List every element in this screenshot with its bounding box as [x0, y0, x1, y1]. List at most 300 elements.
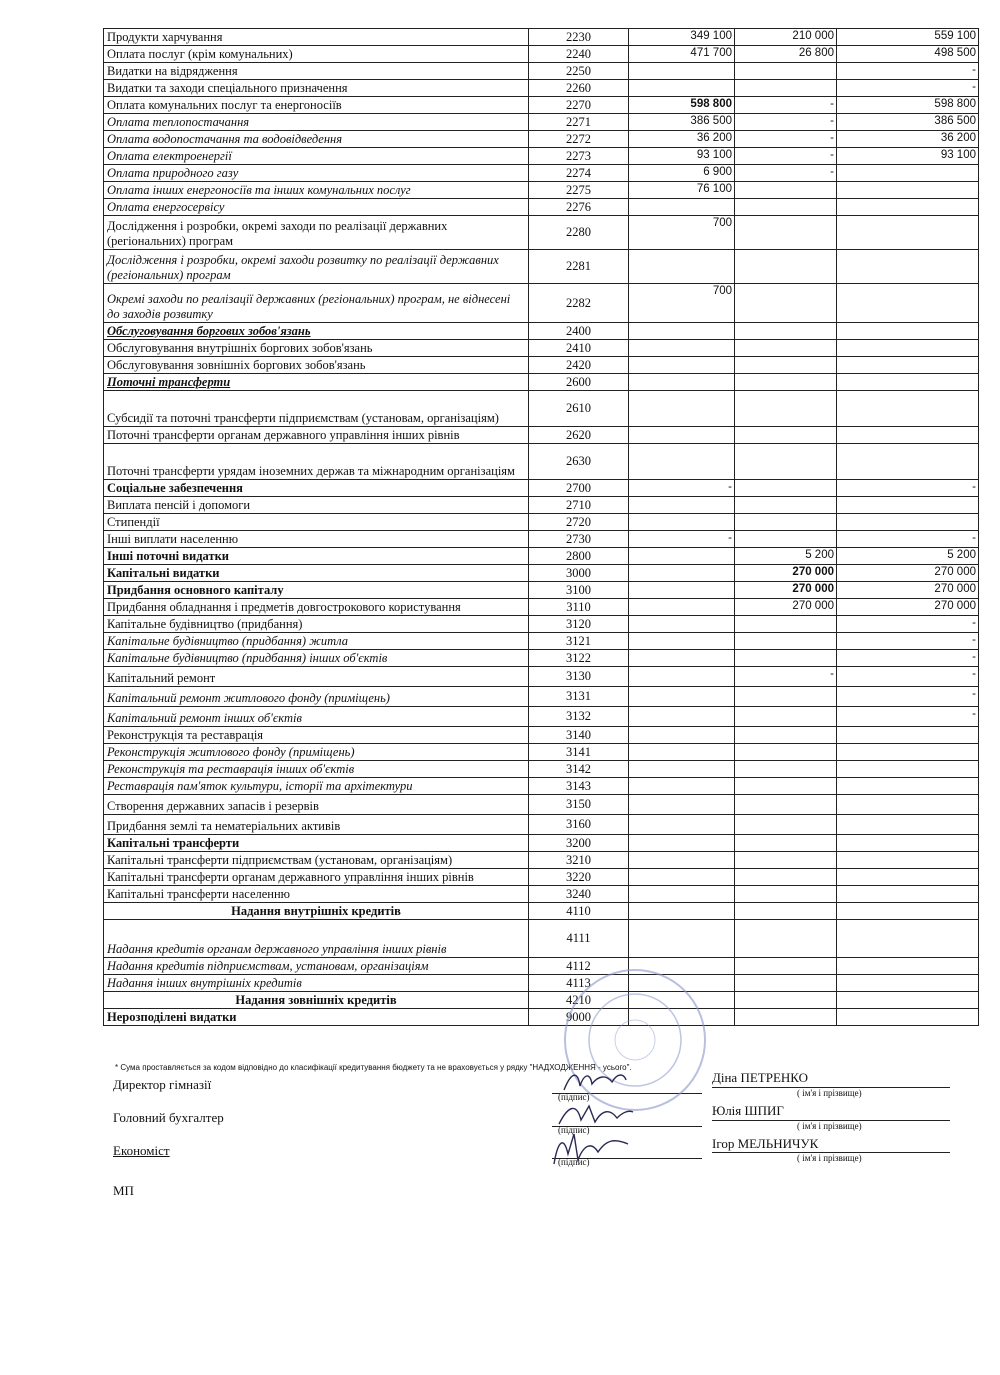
value-special-fund [735, 250, 837, 284]
row-code: 3132 [529, 707, 629, 727]
value-total: 93 100 [837, 148, 979, 165]
value-special-fund [735, 778, 837, 795]
row-name: Надання інших внутрішніх кредитів [104, 975, 529, 992]
table-row [104, 340, 979, 357]
value-special-fund: 270 000 [735, 565, 837, 582]
row-code: 2710 [529, 497, 629, 514]
value-total: 598 800 [837, 97, 979, 114]
row-name: Придбання землі та нематеріальних активів [104, 815, 529, 835]
value-general-fund [629, 687, 735, 707]
table-row [104, 391, 979, 427]
value-general-fund: 76 100 [629, 182, 735, 199]
row-name: Оплата послуг (крім комунальних) [104, 46, 529, 63]
value-special-fund [735, 835, 837, 852]
value-total [837, 992, 979, 1009]
value-total: - [837, 650, 979, 667]
row-name: Оплата комунальних послуг та енергоносіїв [104, 97, 529, 114]
row-name: Поточні трансферти урядам іноземних держав та міжнародним організаціям [104, 444, 529, 480]
role-economist: Економіст [113, 1143, 170, 1158]
table-row [104, 815, 979, 835]
row-name: Оплата теплопостачання [104, 114, 529, 131]
value-total [837, 761, 979, 778]
value-general-fund [629, 707, 735, 727]
value-special-fund [735, 182, 837, 199]
value-general-fund [629, 323, 735, 340]
table-row [104, 852, 979, 869]
row-name: Соціальне забезпечення [104, 480, 529, 497]
value-general-fund: 36 200 [629, 131, 735, 148]
table-row [104, 650, 979, 667]
role-accountant: Головний бухгалтер [113, 1110, 224, 1125]
value-general-fund [629, 582, 735, 599]
row-code: 3130 [529, 667, 629, 687]
row-name: Створення державних запасів і резервів [104, 795, 529, 815]
mp-mark: МП [113, 1183, 134, 1198]
row-name: Поточні трансферти органам державного управління інших рівнів [104, 427, 529, 444]
row-name: Обслуговування внутрішніх боргових зобов'язань [104, 340, 529, 357]
name-accountant: Юлія ШПИГ [712, 1103, 784, 1118]
value-special-fund [735, 795, 837, 815]
value-special-fund [735, 869, 837, 886]
row-name: Капітальне будівництво (придбання) інших об'єктів [104, 650, 529, 667]
value-total [837, 1009, 979, 1026]
value-special-fund: - [735, 131, 837, 148]
value-special-fund [735, 323, 837, 340]
value-general-fund [629, 63, 735, 80]
row-name: Оплата природного газу [104, 165, 529, 182]
value-total: 498 500 [837, 46, 979, 63]
value-total [837, 374, 979, 391]
row-code: 2230 [529, 29, 629, 46]
table-row [104, 216, 979, 250]
row-name: Надання кредитів органам державного управління інших рівнів [104, 920, 529, 958]
value-total [837, 744, 979, 761]
name-director: Діна ПЕТРЕНКО [712, 1070, 809, 1085]
row-code: 3210 [529, 852, 629, 869]
value-general-fund [629, 633, 735, 650]
value-general-fund [629, 565, 735, 582]
table-row [104, 633, 979, 650]
table-row [104, 975, 979, 992]
value-total [837, 199, 979, 216]
value-special-fund [735, 687, 837, 707]
row-name: Оплата електроенергії [104, 148, 529, 165]
row-name: Видатки та заходи спеціального призначення [104, 80, 529, 97]
value-general-fund [629, 374, 735, 391]
value-total: - [837, 63, 979, 80]
table-row [104, 131, 979, 148]
value-special-fund [735, 616, 837, 633]
value-special-fund [735, 920, 837, 958]
value-total [837, 815, 979, 835]
table-row [104, 599, 979, 616]
row-name: Капітальний ремонт [104, 667, 529, 687]
value-special-fund: - [735, 667, 837, 687]
value-special-fund: 210 000 [735, 29, 837, 46]
value-general-fund: - [629, 531, 735, 548]
row-code: 2730 [529, 531, 629, 548]
value-special-fund [735, 374, 837, 391]
value-general-fund: 6 900 [629, 165, 735, 182]
name-hint-accountant: ( ім'я і прізвище) [797, 1121, 862, 1131]
table-row [104, 199, 979, 216]
value-total [837, 795, 979, 815]
value-total: - [837, 707, 979, 727]
row-code: 2260 [529, 80, 629, 97]
value-total: 270 000 [837, 582, 979, 599]
table-row [104, 869, 979, 886]
table-row [104, 374, 979, 391]
row-name: Капітальні трансферти органам державного управління інших рівнів [104, 869, 529, 886]
row-code: 9000 [529, 1009, 629, 1026]
row-name: Реконструкція та реставрація [104, 727, 529, 744]
value-total [837, 727, 979, 744]
value-special-fund [735, 852, 837, 869]
signature-director [560, 1068, 630, 1096]
value-total [837, 340, 979, 357]
row-code: 2720 [529, 514, 629, 531]
row-code: 2250 [529, 63, 629, 80]
value-general-fund [629, 852, 735, 869]
row-name: Придбання основного капіталу [104, 582, 529, 599]
row-name: Видатки на відрядження [104, 63, 529, 80]
value-total: 5 200 [837, 548, 979, 565]
value-total [837, 497, 979, 514]
value-special-fund [735, 707, 837, 727]
footnote: * Сума проставляється за кодом відповідно до класифікації кредитування бюджету та не враховується у рядку "НАДХОДЖЕННЯ - усього". [115, 1063, 632, 1072]
row-name: Дослідження і розробки, окремі заходи по реалізації державних (регіональних) програм [104, 216, 529, 250]
row-code: 3140 [529, 727, 629, 744]
row-name: Придбання обладнання і предметів довгострокового користування [104, 599, 529, 616]
value-special-fund [735, 216, 837, 250]
row-code: 2276 [529, 199, 629, 216]
table-row [104, 182, 979, 199]
value-total: - [837, 531, 979, 548]
value-general-fund [629, 427, 735, 444]
row-code: 2271 [529, 114, 629, 131]
row-name: Продукти харчування [104, 29, 529, 46]
table-row [104, 795, 979, 815]
value-total [837, 778, 979, 795]
row-code: 2240 [529, 46, 629, 63]
value-general-fund [629, 599, 735, 616]
row-name: Капітальне будівництво (придбання) [104, 616, 529, 633]
row-name: Нерозподілені видатки [104, 1009, 529, 1026]
name-economist: Ігор МЕЛЬНИЧУК [712, 1136, 819, 1151]
value-total [837, 903, 979, 920]
value-general-fund [629, 744, 735, 761]
value-general-fund [629, 903, 735, 920]
value-special-fund [735, 63, 837, 80]
value-general-fund: 93 100 [629, 148, 735, 165]
budget-table [103, 28, 979, 1026]
value-special-fund [735, 480, 837, 497]
row-code: 2620 [529, 427, 629, 444]
table-row [104, 667, 979, 687]
row-name: Обслуговування боргових зобов'язань [104, 323, 529, 340]
value-general-fund [629, 835, 735, 852]
role-director: Директор гімназії [113, 1077, 212, 1092]
table-row [104, 444, 979, 480]
value-total [837, 869, 979, 886]
row-code: 2410 [529, 340, 629, 357]
value-general-fund [629, 616, 735, 633]
row-code: 2600 [529, 374, 629, 391]
table-row [104, 63, 979, 80]
value-general-fund [629, 778, 735, 795]
table-row [104, 480, 979, 497]
value-special-fund [735, 650, 837, 667]
value-general-fund [629, 514, 735, 531]
value-general-fund [629, 886, 735, 903]
row-name: Надання кредитів підприємствам, установам, організаціям [104, 958, 529, 975]
row-name: Капітальне будівництво (придбання) житла [104, 633, 529, 650]
value-total: - [837, 480, 979, 497]
table-row [104, 616, 979, 633]
row-code: 2420 [529, 357, 629, 374]
sign-hint-director: (підпис) [558, 1092, 590, 1102]
value-total [837, 284, 979, 323]
value-total: 559 100 [837, 29, 979, 46]
table-row [104, 165, 979, 182]
value-total: - [837, 687, 979, 707]
table-row [104, 727, 979, 744]
value-total: - [837, 616, 979, 633]
value-special-fund: 5 200 [735, 548, 837, 565]
row-name: Оплата енергосервісу [104, 199, 529, 216]
row-code: 2630 [529, 444, 629, 480]
signature-economist [548, 1130, 633, 1170]
value-general-fund [629, 815, 735, 835]
table-row [104, 97, 979, 114]
value-special-fund [735, 391, 837, 427]
value-special-fund: 26 800 [735, 46, 837, 63]
table-row [104, 778, 979, 795]
row-code: 3121 [529, 633, 629, 650]
table-row [104, 958, 979, 975]
table-row [104, 1009, 979, 1026]
row-name: Реконструкція та реставрація інших об'єктів [104, 761, 529, 778]
row-code: 4111 [529, 920, 629, 958]
row-code: 2400 [529, 323, 629, 340]
value-special-fund [735, 975, 837, 992]
row-code: 2800 [529, 548, 629, 565]
row-name: Реставрація пам'яток культури, історії та архітектури [104, 778, 529, 795]
row-code: 3131 [529, 687, 629, 707]
row-code: 2270 [529, 97, 629, 114]
value-general-fund [629, 357, 735, 374]
row-name: Капітальний ремонт житлового фонду (приміщень) [104, 687, 529, 707]
value-special-fund: - [735, 165, 837, 182]
name-hint-director: ( ім'я і прізвище) [797, 1088, 862, 1098]
value-general-fund: 700 [629, 216, 735, 250]
value-general-fund: 386 500 [629, 114, 735, 131]
value-general-fund: 349 100 [629, 29, 735, 46]
table-row [104, 582, 979, 599]
value-general-fund: 471 700 [629, 46, 735, 63]
row-code: 3000 [529, 565, 629, 582]
value-total: - [837, 667, 979, 687]
table-row [104, 357, 979, 374]
value-special-fund [735, 761, 837, 778]
table-row [104, 548, 979, 565]
row-name: Дослідження і розробки, окремі заходи розвитку по реалізації державних (регіональних) програм [104, 250, 529, 284]
table-row [104, 992, 979, 1009]
table-row [104, 903, 979, 920]
row-code: 3200 [529, 835, 629, 852]
row-name: Субсидії та поточні трансферти підприємствам (установам, організаціям) [104, 391, 529, 427]
row-code: 3141 [529, 744, 629, 761]
value-general-fund [629, 391, 735, 427]
value-general-fund [629, 199, 735, 216]
row-name: Інші виплати населенню [104, 531, 529, 548]
value-general-fund [629, 548, 735, 565]
row-name: Оплата інших енергоносіїв та інших комунальних послуг [104, 182, 529, 199]
value-special-fund: - [735, 97, 837, 114]
value-special-fund [735, 886, 837, 903]
value-general-fund [629, 869, 735, 886]
row-code: 3110 [529, 599, 629, 616]
table-row [104, 744, 979, 761]
value-total [837, 958, 979, 975]
value-general-fund [629, 795, 735, 815]
row-name: Надання внутрішніх кредитів [104, 903, 529, 920]
table-row [104, 707, 979, 727]
row-code: 3120 [529, 616, 629, 633]
row-code: 2281 [529, 250, 629, 284]
value-special-fund [735, 531, 837, 548]
table-row [104, 497, 979, 514]
value-total [837, 835, 979, 852]
value-special-fund [735, 992, 837, 1009]
row-name: Поточні трансферти [104, 374, 529, 391]
value-general-fund: - [629, 480, 735, 497]
value-general-fund [629, 444, 735, 480]
value-total [837, 975, 979, 992]
table-row [104, 761, 979, 778]
value-general-fund [629, 250, 735, 284]
value-general-fund [629, 667, 735, 687]
table-row [104, 46, 979, 63]
row-code: 4112 [529, 958, 629, 975]
value-general-fund [629, 650, 735, 667]
table-row [104, 284, 979, 323]
value-special-fund [735, 340, 837, 357]
row-code: 3150 [529, 795, 629, 815]
value-total [837, 357, 979, 374]
table-row [104, 80, 979, 97]
row-code: 2280 [529, 216, 629, 250]
value-total: 270 000 [837, 565, 979, 582]
row-code: 3220 [529, 869, 629, 886]
value-special-fund [735, 80, 837, 97]
table-row [104, 886, 979, 903]
table-row [104, 920, 979, 958]
value-general-fund [629, 761, 735, 778]
value-total [837, 444, 979, 480]
value-special-fund [735, 903, 837, 920]
row-code: 4113 [529, 975, 629, 992]
table-row [104, 250, 979, 284]
value-special-fund [735, 815, 837, 835]
value-total [837, 391, 979, 427]
value-total [837, 886, 979, 903]
row-name: Оплата водопостачання та водовідведення [104, 131, 529, 148]
value-total [837, 250, 979, 284]
value-general-fund: 598 800 [629, 97, 735, 114]
row-name: Обслуговування зовнішніх боргових зобов'язань [104, 357, 529, 374]
value-total: - [837, 633, 979, 650]
value-general-fund [629, 497, 735, 514]
row-code: 4210 [529, 992, 629, 1009]
value-special-fund: - [735, 114, 837, 131]
value-special-fund [735, 727, 837, 744]
value-total: - [837, 80, 979, 97]
row-name: Капітальні трансферти населенню [104, 886, 529, 903]
value-total [837, 216, 979, 250]
table-row [104, 29, 979, 46]
value-special-fund [735, 284, 837, 323]
table-row [104, 148, 979, 165]
row-code: 2610 [529, 391, 629, 427]
sign-hint-economist: (підпис) [558, 1157, 590, 1167]
value-total [837, 920, 979, 958]
value-special-fund: 270 000 [735, 582, 837, 599]
value-special-fund [735, 497, 837, 514]
row-code: 2282 [529, 284, 629, 323]
row-code: 2700 [529, 480, 629, 497]
value-special-fund [735, 199, 837, 216]
value-general-fund [629, 727, 735, 744]
row-name: Капітальні видатки [104, 565, 529, 582]
value-special-fund [735, 744, 837, 761]
value-total [837, 182, 979, 199]
value-total [837, 323, 979, 340]
value-general-fund [629, 920, 735, 958]
row-code: 2273 [529, 148, 629, 165]
value-special-fund: - [735, 148, 837, 165]
table-row [104, 514, 979, 531]
row-name: Капітальний ремонт інших об'єктів [104, 707, 529, 727]
row-name: Стипендії [104, 514, 529, 531]
value-special-fund [735, 958, 837, 975]
table-row [104, 565, 979, 582]
value-total [837, 852, 979, 869]
table-row [104, 323, 979, 340]
row-name: Надання зовнішніх кредитів [104, 992, 529, 1009]
value-special-fund [735, 444, 837, 480]
row-code: 3122 [529, 650, 629, 667]
sign-hint-accountant: (підпис) [558, 1125, 590, 1135]
value-special-fund: 270 000 [735, 599, 837, 616]
row-name: Виплата пенсій і допомоги [104, 497, 529, 514]
row-name: Інші поточні видатки [104, 548, 529, 565]
row-code: 3143 [529, 778, 629, 795]
table-row [104, 427, 979, 444]
table-row [104, 114, 979, 131]
value-general-fund [629, 340, 735, 357]
name-hint-economist: ( ім'я і прізвище) [797, 1153, 862, 1163]
value-special-fund [735, 514, 837, 531]
row-name: Капітальні трансферти підприємствам (установам, організаціям) [104, 852, 529, 869]
row-code: 2275 [529, 182, 629, 199]
row-name: Реконструкція житлового фонду (приміщень) [104, 744, 529, 761]
table-row [104, 531, 979, 548]
value-total [837, 514, 979, 531]
row-code: 2272 [529, 131, 629, 148]
table-row [104, 835, 979, 852]
value-total [837, 165, 979, 182]
